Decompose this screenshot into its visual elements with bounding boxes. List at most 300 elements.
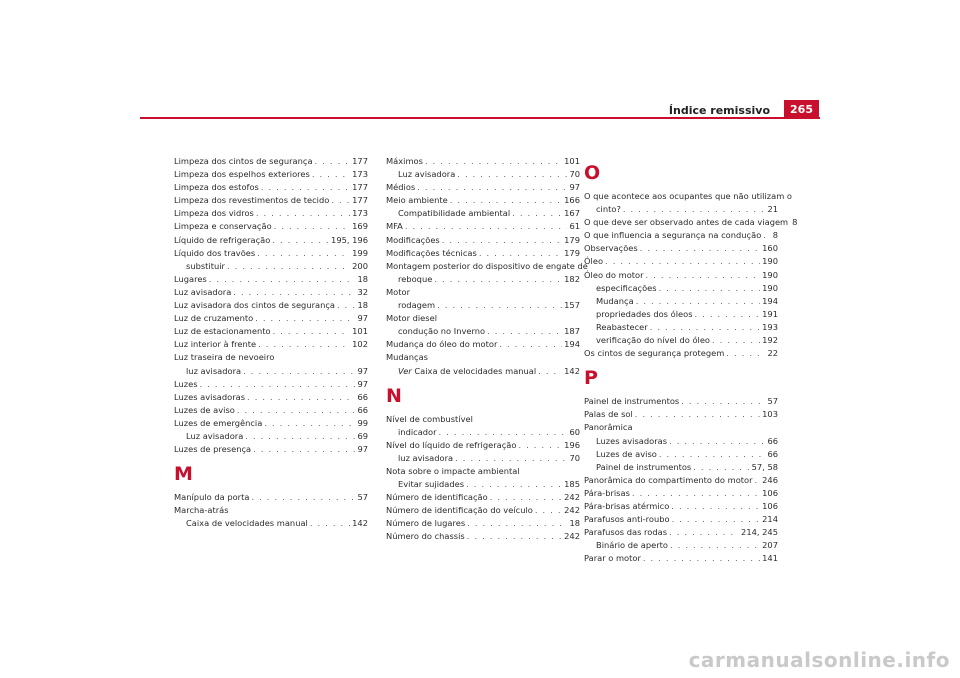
- index-subentry: [174, 517, 368, 530]
- index-entry: [386, 504, 580, 517]
- index-term-line: [174, 155, 368, 168]
- index-entry: [386, 220, 580, 233]
- dot-leader: [457, 168, 567, 181]
- dot-leader: [755, 474, 761, 487]
- index-term: Luzes avisadoras: [174, 391, 246, 402]
- index-entry: [386, 155, 580, 181]
- page-reference: 61: [569, 221, 580, 232]
- index-subentry: [584, 295, 778, 308]
- dot-leader: [466, 478, 562, 491]
- dot-leader: [257, 247, 350, 260]
- page-reference: 8: [772, 230, 778, 241]
- index-entry: [584, 255, 778, 268]
- index-term: Montagem posterior do dispositivo de engate de: [386, 260, 588, 271]
- index-term: Parafusos das rodas: [584, 527, 668, 538]
- dot-leader: [479, 247, 562, 260]
- index-entry: [386, 181, 580, 194]
- page-reference: 103: [762, 409, 778, 420]
- dot-leader: [272, 234, 329, 247]
- page-reference: 196: [564, 439, 580, 450]
- header-title: Índice remissivo: [668, 104, 770, 117]
- page-reference: 194: [564, 339, 580, 350]
- index-subentry: [386, 207, 580, 220]
- page-reference: 214, 245: [741, 527, 778, 538]
- page-reference: 142: [352, 518, 368, 529]
- page-reference: 182: [564, 273, 580, 284]
- index-term-line: [584, 395, 778, 408]
- dot-leader: [331, 194, 350, 207]
- page-reference: 21: [767, 204, 778, 215]
- index-term: Luzes de aviso: [174, 404, 235, 415]
- dot-leader: [450, 194, 562, 207]
- index-term: Nível de combustível: [386, 413, 473, 424]
- dot-leader: [512, 207, 562, 220]
- dot-leader: [256, 207, 350, 220]
- page-reference: 193: [762, 321, 778, 332]
- index-term: Luzes avisadoras: [596, 435, 668, 446]
- index-entry: [174, 299, 368, 312]
- index-entry: [174, 286, 368, 299]
- dot-leader: [669, 435, 765, 448]
- index-column-2: [386, 155, 588, 544]
- index-entry: [584, 347, 778, 360]
- index-entry: [386, 351, 580, 377]
- dot-leader: [243, 365, 355, 378]
- index-entry: [174, 378, 368, 391]
- index-entry: [584, 526, 778, 552]
- index-term-line: [584, 500, 778, 513]
- index-term-line: [386, 465, 580, 478]
- index-term-line: [174, 247, 368, 260]
- index-term: Lugares: [174, 273, 207, 284]
- index-entry: [174, 234, 368, 247]
- section-letter: N: [386, 384, 402, 407]
- index-term-line: [386, 413, 580, 426]
- page-reference: 191: [762, 308, 778, 319]
- index-subentry: [584, 203, 778, 216]
- index-term: luz avisadora: [186, 365, 242, 376]
- index-term-line: [174, 181, 368, 194]
- index-term: Líquido dos travões: [174, 247, 256, 258]
- index-entry: [386, 234, 580, 247]
- section-letter: P: [584, 367, 598, 390]
- index-entry: [174, 338, 368, 351]
- index-term: Luz avisadora: [398, 169, 456, 180]
- dot-leader: [635, 408, 760, 421]
- index-term: Parar o motor: [584, 553, 641, 564]
- dot-leader: [632, 487, 760, 500]
- dot-leader: [467, 517, 567, 530]
- dot-leader: [623, 203, 766, 216]
- page-reference: 97: [357, 365, 368, 376]
- index-entry: [386, 439, 580, 465]
- index-term: Limpeza dos revestimentos de tecido: [174, 195, 330, 206]
- index-term: Binário de aperto: [596, 540, 668, 551]
- index-entry: [386, 413, 580, 439]
- index-term: Líquido de refrigeração: [174, 234, 271, 245]
- index-term: Mudanças: [386, 352, 428, 363]
- dot-leader: [337, 299, 355, 312]
- page-reference: 179: [564, 234, 580, 245]
- dot-leader: [237, 404, 356, 417]
- index-entry: [584, 229, 778, 242]
- index-term-line: [386, 491, 580, 504]
- dot-leader: [672, 513, 761, 526]
- dot-leader: [227, 260, 350, 273]
- index-term: Médios: [386, 182, 416, 193]
- index-entry: [174, 325, 368, 338]
- index-term-line: [174, 312, 368, 325]
- page-reference: 97: [357, 378, 368, 389]
- page-reference: 8: [792, 217, 798, 228]
- dot-leader: [437, 299, 562, 312]
- dot-leader: [273, 325, 351, 338]
- index-term: Palas de sol: [584, 409, 633, 420]
- index-term: O que influencia a segurança na condução: [584, 230, 762, 241]
- index-term: Luz avisadora: [186, 430, 244, 441]
- dot-leader: [434, 273, 562, 286]
- index-term-line: [174, 443, 368, 456]
- page-reference: 102: [352, 339, 368, 350]
- index-subentry: [174, 365, 368, 378]
- index-term: Panorâmica do compartimento do motor: [584, 474, 753, 485]
- index-subentry: [386, 273, 580, 286]
- index-entry: [174, 247, 368, 273]
- dot-leader: [605, 255, 760, 268]
- page-reference: 18: [357, 300, 368, 311]
- page-reference: 160: [762, 243, 778, 254]
- dot-leader: [659, 448, 766, 461]
- header-rule: [140, 117, 820, 119]
- index-term: verificação do nível do óleo: [596, 335, 711, 346]
- index-entry: [584, 408, 778, 421]
- index-term: Número de identificação do veículo: [386, 505, 533, 516]
- index-subentry: [386, 168, 580, 181]
- index-subentry: [386, 325, 580, 338]
- index-term-line: [386, 439, 580, 452]
- index-term: Evitar sujidades: [398, 479, 465, 490]
- dot-leader: [258, 338, 350, 351]
- page-reference: 177: [352, 195, 368, 206]
- dot-leader: [264, 417, 355, 430]
- index-subentry: [386, 452, 580, 465]
- index-entry: [174, 194, 368, 207]
- index-entry: [386, 465, 580, 491]
- page-reference: 190: [762, 282, 778, 293]
- dot-leader: [467, 530, 562, 543]
- dot-leader: [247, 391, 355, 404]
- index-entry: [386, 260, 588, 286]
- dot-leader: [636, 295, 760, 308]
- index-entry: [174, 491, 368, 504]
- page-reference: 190: [762, 269, 778, 280]
- index-term: Luzes de presença: [174, 444, 252, 455]
- index-entry: [174, 504, 368, 530]
- index-term: especificações: [596, 282, 657, 293]
- index-term: Manípulo da porta: [174, 492, 250, 503]
- page-reference: 66: [357, 404, 368, 415]
- see-reference-prefix: Ver: [398, 365, 412, 376]
- index-term-line: [174, 417, 368, 430]
- index-term: cinto?: [596, 204, 621, 215]
- index-term: Pára-brisas atérmico: [584, 500, 670, 511]
- index-term: Motor diesel: [386, 313, 438, 324]
- index-term: Caixa de velocidades manual: [186, 518, 308, 529]
- index-subentry: [584, 308, 778, 321]
- index-term-line: [386, 247, 580, 260]
- dot-leader: [726, 347, 765, 360]
- page-reference: 142: [564, 365, 580, 376]
- index-entry: [174, 443, 368, 456]
- dot-leader: [439, 426, 568, 439]
- dot-leader: [535, 504, 562, 517]
- page-reference: 185: [564, 479, 580, 490]
- page-reference: 195, 196: [331, 234, 368, 245]
- dot-leader: [255, 312, 355, 325]
- index-entry: [386, 517, 580, 530]
- index-term: indicador: [398, 426, 437, 437]
- dot-leader: [670, 539, 760, 552]
- index-term-line: [174, 504, 368, 517]
- page-reference: 242: [564, 492, 580, 503]
- dot-leader: [261, 181, 350, 194]
- page-reference: 97: [569, 182, 580, 193]
- page-reference: 32: [357, 286, 368, 297]
- page-reference: 190: [762, 256, 778, 267]
- index-term-line: [174, 234, 368, 247]
- page-reference: 66: [767, 448, 778, 459]
- index-term: Mudança: [596, 295, 634, 306]
- index-term: Máximos: [386, 156, 423, 166]
- dot-leader: [669, 526, 739, 539]
- index-term-line: [584, 347, 778, 360]
- index-term: Óleo do motor: [584, 269, 644, 280]
- page-reference: 69: [357, 430, 368, 441]
- dot-leader: [310, 517, 350, 530]
- index-subentry: [386, 478, 580, 491]
- page-reference: 18: [357, 273, 368, 284]
- index-term: Luzes: [174, 378, 198, 389]
- index-entry: [386, 530, 580, 543]
- index-term-line: [174, 325, 368, 338]
- index-subentry: [584, 461, 778, 474]
- index-term-line: [584, 269, 778, 282]
- dot-leader: [455, 452, 567, 465]
- page-reference: 242: [564, 531, 580, 542]
- page-reference: 177: [352, 156, 368, 166]
- page-reference: 173: [352, 169, 368, 180]
- page-reference: 97: [357, 444, 368, 455]
- page-reference: 66: [767, 435, 778, 446]
- page-reference: 70: [569, 452, 580, 463]
- index-term-line: [174, 378, 368, 391]
- index-term: Mudança do óleo do motor: [386, 339, 498, 350]
- dot-leader: [200, 378, 356, 391]
- index-term: Reabastecer: [596, 321, 648, 332]
- page-reference: 97: [357, 313, 368, 324]
- index-subentry: [584, 435, 778, 448]
- index-term: MFA: [386, 221, 403, 232]
- index-term-line: [386, 220, 580, 233]
- index-term-line: [584, 408, 778, 421]
- page-reference: 179: [564, 247, 580, 258]
- dot-leader: [643, 552, 760, 565]
- index-term: Limpeza dos espelhos exteriores: [174, 169, 310, 180]
- index-entry: [584, 500, 778, 513]
- index-term-line: [386, 286, 580, 299]
- index-term-line: [174, 351, 368, 364]
- index-term: Luz avisadora: [174, 286, 232, 297]
- dot-leader: [499, 338, 562, 351]
- index-term: Limpeza dos cintos de segurança: [174, 156, 313, 166]
- section-letter: M: [174, 463, 193, 486]
- page-reference: 57: [357, 492, 368, 503]
- index-term: Painel de instrumentos: [584, 396, 680, 407]
- index-term-line: [386, 504, 580, 517]
- index-subentry: [584, 539, 778, 552]
- index-subentry: [386, 426, 580, 439]
- index-term-line: [386, 234, 580, 247]
- index-term-line: [174, 220, 368, 233]
- index-entry: [174, 155, 368, 168]
- dot-leader: [681, 395, 765, 408]
- index-term: Luzes de emergência: [174, 417, 263, 428]
- index-term: condução no Inverno: [398, 326, 486, 337]
- index-entry: [174, 168, 368, 181]
- index-subentry: [584, 282, 778, 295]
- page-reference: 57, 58: [751, 461, 778, 472]
- index-term: Parafusos anti-roubo: [584, 514, 670, 525]
- index-term: Marcha-atrás: [174, 505, 229, 516]
- index-term: Caixa de velocidades manual: [414, 365, 537, 376]
- index-subentry: [386, 299, 580, 312]
- index-term: Luz traseira de nevoeiro: [174, 352, 275, 363]
- index-term: Número de identificação: [386, 492, 488, 503]
- index-term: reboque: [398, 273, 433, 284]
- index-term: Luz de cruzamento: [174, 313, 254, 324]
- page-reference: 173: [352, 208, 368, 219]
- dot-leader: [417, 181, 567, 194]
- index-term: Luz interior à frente: [174, 339, 257, 350]
- page-reference: 106: [762, 487, 778, 498]
- dot-leader: [425, 155, 562, 168]
- dot-leader: [233, 286, 355, 299]
- index-term-line: [584, 229, 778, 242]
- dot-leader: [274, 220, 351, 233]
- index-term: Panorâmica: [584, 422, 633, 433]
- index-entry: [584, 474, 778, 487]
- index-subentry: [584, 321, 778, 334]
- page-reference: 18: [569, 518, 580, 529]
- index-term: Meio ambiente: [386, 195, 448, 206]
- page-reference: 66: [357, 391, 368, 402]
- index-entry: [174, 273, 368, 286]
- index-term: propriedades dos óleos: [596, 308, 693, 319]
- index-term: luz avisadora: [398, 452, 454, 463]
- index-term: Limpeza e conservação: [174, 221, 272, 232]
- index-term-line: [386, 338, 580, 351]
- index-term: Compatibilidade ambiental: [398, 208, 511, 219]
- index-term-line: [174, 207, 368, 220]
- index-term: Observações: [584, 243, 638, 254]
- index-term-line: [584, 513, 778, 526]
- index-term: Número de lugares: [386, 518, 466, 529]
- index-entry: [584, 216, 798, 229]
- index-entry: [174, 391, 368, 404]
- index-subentry: [386, 365, 580, 378]
- index-term: Modificações técnicas: [386, 247, 477, 258]
- index-entry: [174, 312, 368, 325]
- section-letter: O: [584, 162, 601, 184]
- index-term: Luz de estacionamento: [174, 326, 271, 337]
- index-entry: [174, 351, 368, 377]
- index-column-3: [584, 155, 798, 565]
- page-reference: 57: [767, 396, 778, 407]
- index-entry: [386, 338, 580, 351]
- index-entry: [584, 487, 778, 500]
- dot-leader: [671, 500, 760, 513]
- index-term-line: [174, 491, 368, 504]
- index-term-line: [174, 273, 368, 286]
- index-term: Limpeza dos vidros: [174, 208, 254, 219]
- dot-leader: [487, 325, 562, 338]
- page-reference: 207: [762, 540, 778, 551]
- index-entry: [584, 395, 778, 408]
- dot-leader: [253, 443, 355, 456]
- index-term-line: [174, 299, 368, 312]
- page-reference: 200: [352, 260, 368, 271]
- index-term-line: [584, 474, 778, 487]
- dot-leader: [442, 234, 562, 247]
- dot-leader: [763, 229, 770, 242]
- index-term-line: [386, 181, 580, 194]
- index-term-line: [174, 168, 368, 181]
- index-term: rodagem: [398, 300, 436, 311]
- index-entry: [386, 247, 580, 260]
- page-reference: 70: [569, 169, 580, 180]
- index-term: Nível do líquido de refrigeração: [386, 439, 517, 450]
- index-entry: [584, 269, 778, 348]
- index-term-line: [584, 242, 778, 255]
- index-term: Luzes de aviso: [596, 448, 657, 459]
- index-term: Limpeza dos estofos: [174, 182, 259, 193]
- index-entry: [174, 181, 368, 194]
- page-reference: 194: [762, 295, 778, 306]
- index-term: Os cintos de segurança protegem: [584, 348, 725, 359]
- index-term: Número do chassis: [386, 531, 465, 542]
- page-reference: 187: [564, 326, 580, 337]
- index-entry: [386, 286, 580, 312]
- dot-leader: [209, 273, 356, 286]
- page-reference: 22: [767, 348, 778, 359]
- index-term-line: [174, 286, 368, 299]
- index-term-line: [174, 338, 368, 351]
- dot-leader: [405, 220, 568, 233]
- index-term: Modificações: [386, 234, 440, 245]
- dot-leader: [650, 321, 760, 334]
- page-reference: 106: [762, 500, 778, 511]
- index-term-line: [386, 351, 580, 364]
- page-reference: 166: [564, 195, 580, 206]
- index-term-line: [386, 517, 580, 530]
- index-term-line: [174, 194, 368, 207]
- index-subentry: [174, 430, 368, 443]
- dot-leader: [640, 242, 760, 255]
- index-term-line: [584, 255, 778, 268]
- index-term: Luz avisadora dos cintos de segurança: [174, 300, 335, 311]
- dot-leader: [659, 282, 761, 295]
- index-entry: [584, 190, 793, 216]
